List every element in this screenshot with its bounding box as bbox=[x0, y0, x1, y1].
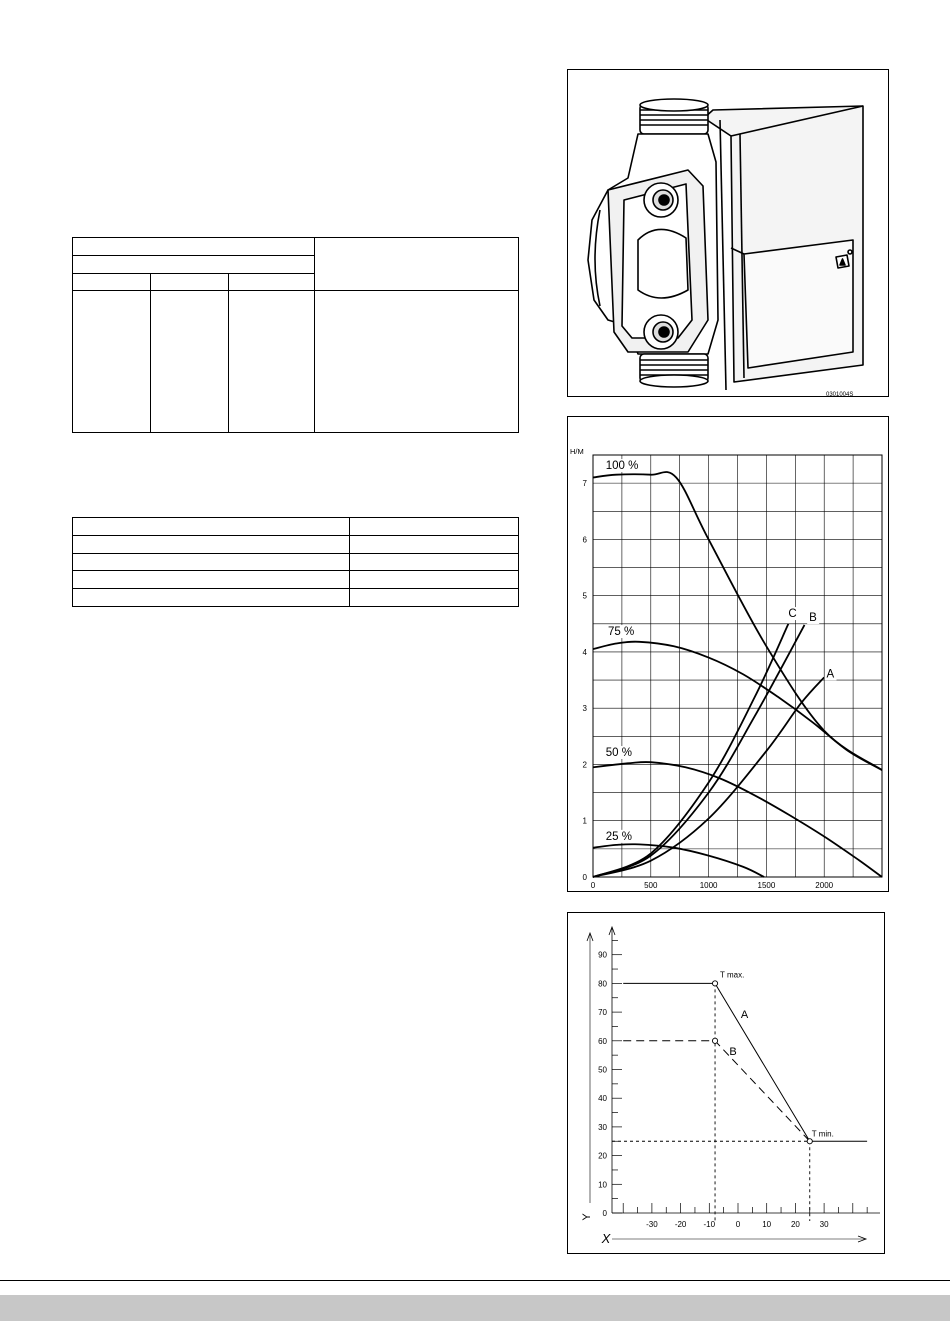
y-tick-label: 6 bbox=[582, 535, 587, 545]
table-cell bbox=[350, 553, 519, 571]
series-label: 100 % bbox=[605, 460, 639, 473]
table-cell bbox=[73, 274, 151, 291]
y-tick-label: 7 bbox=[582, 479, 587, 489]
point-marker bbox=[712, 981, 717, 986]
x-tick-label: 1500 bbox=[757, 881, 776, 890]
upper-table bbox=[72, 237, 519, 433]
temperature-chart bbox=[567, 912, 885, 1254]
footer-bar bbox=[0, 1295, 950, 1321]
x-tick-label: -20 bbox=[674, 1220, 687, 1229]
series-label: 75 % bbox=[608, 626, 635, 639]
series-label: A bbox=[826, 668, 835, 681]
lower-table bbox=[72, 517, 519, 607]
series-label: 25 % bbox=[605, 830, 632, 843]
y-tick-label: 0 bbox=[582, 873, 587, 882]
annotation-tmax: T max. bbox=[720, 970, 745, 980]
table-cell bbox=[73, 238, 315, 256]
point-marker bbox=[807, 1139, 812, 1144]
y-tick-label: 60 bbox=[598, 1036, 607, 1046]
table-cell bbox=[73, 589, 350, 607]
pump-illustration bbox=[568, 70, 890, 398]
table-cell bbox=[73, 291, 151, 433]
y-tick-label: 2 bbox=[582, 760, 587, 770]
y-tick-label: 80 bbox=[598, 979, 607, 989]
x-tick-label: 0 bbox=[590, 881, 596, 890]
y-tick-label: 10 bbox=[598, 1180, 607, 1190]
series-label: A bbox=[740, 1008, 749, 1021]
x-tick-label: 20 bbox=[790, 1220, 800, 1229]
x-tick-label: 0 bbox=[735, 1220, 741, 1229]
table-cell bbox=[150, 291, 228, 433]
x-tick-label: 2000 bbox=[815, 881, 834, 890]
series-label: C bbox=[788, 608, 797, 621]
pump-curve-svg bbox=[568, 417, 890, 893]
y-tick-label: 40 bbox=[598, 1094, 607, 1104]
x-tick-label: 1000 bbox=[699, 881, 718, 890]
y-tick-label: 5 bbox=[582, 591, 587, 601]
table-cell bbox=[73, 256, 315, 274]
y-tick-label: 1 bbox=[582, 816, 587, 826]
figure-code: 0301004S bbox=[826, 392, 854, 398]
table-cell bbox=[350, 518, 519, 536]
y-axis-label: Y bbox=[581, 1213, 593, 1221]
y-tick-label: 90 bbox=[598, 950, 607, 960]
table-cell bbox=[150, 274, 228, 291]
table-cell bbox=[73, 518, 350, 536]
x-tick-label: -30 bbox=[646, 1220, 658, 1229]
table-cell bbox=[350, 535, 519, 553]
pump-figure bbox=[567, 69, 889, 397]
series-line-b bbox=[623, 1041, 810, 1142]
table-cell bbox=[228, 291, 315, 433]
series-line-a bbox=[623, 983, 867, 1141]
y-axis-label: H/M bbox=[570, 447, 584, 456]
y-tick-label: 50 bbox=[598, 1065, 607, 1075]
pump-curve-chart bbox=[567, 416, 889, 892]
annotation-tmin: T min. bbox=[811, 1129, 834, 1139]
y-tick-label: 0 bbox=[602, 1209, 607, 1218]
table-cell bbox=[315, 238, 519, 291]
series-label: B bbox=[809, 611, 817, 624]
table-cell bbox=[350, 589, 519, 607]
x-axis-label: X bbox=[601, 1231, 611, 1246]
table-cell bbox=[315, 291, 519, 433]
point-marker bbox=[712, 1038, 717, 1043]
y-tick-label: 30 bbox=[598, 1122, 607, 1132]
table-cell bbox=[73, 553, 350, 571]
series-label: 50 % bbox=[605, 747, 632, 760]
table-cell bbox=[350, 571, 519, 589]
table-cell bbox=[228, 274, 315, 291]
footer-rule bbox=[0, 1280, 950, 1281]
table-cell bbox=[73, 571, 350, 589]
x-tick-label: 10 bbox=[762, 1220, 772, 1229]
y-tick-label: 3 bbox=[582, 704, 587, 714]
x-tick-label: 30 bbox=[819, 1220, 829, 1229]
temperature-svg bbox=[568, 913, 886, 1255]
y-tick-label: 20 bbox=[598, 1151, 607, 1161]
y-tick-label: 70 bbox=[598, 1008, 607, 1018]
y-tick-label: 4 bbox=[582, 647, 587, 657]
series-label: B bbox=[729, 1046, 737, 1059]
table-cell bbox=[73, 535, 350, 553]
x-tick-label: -10 bbox=[703, 1220, 716, 1229]
x-tick-label: 500 bbox=[644, 881, 658, 890]
